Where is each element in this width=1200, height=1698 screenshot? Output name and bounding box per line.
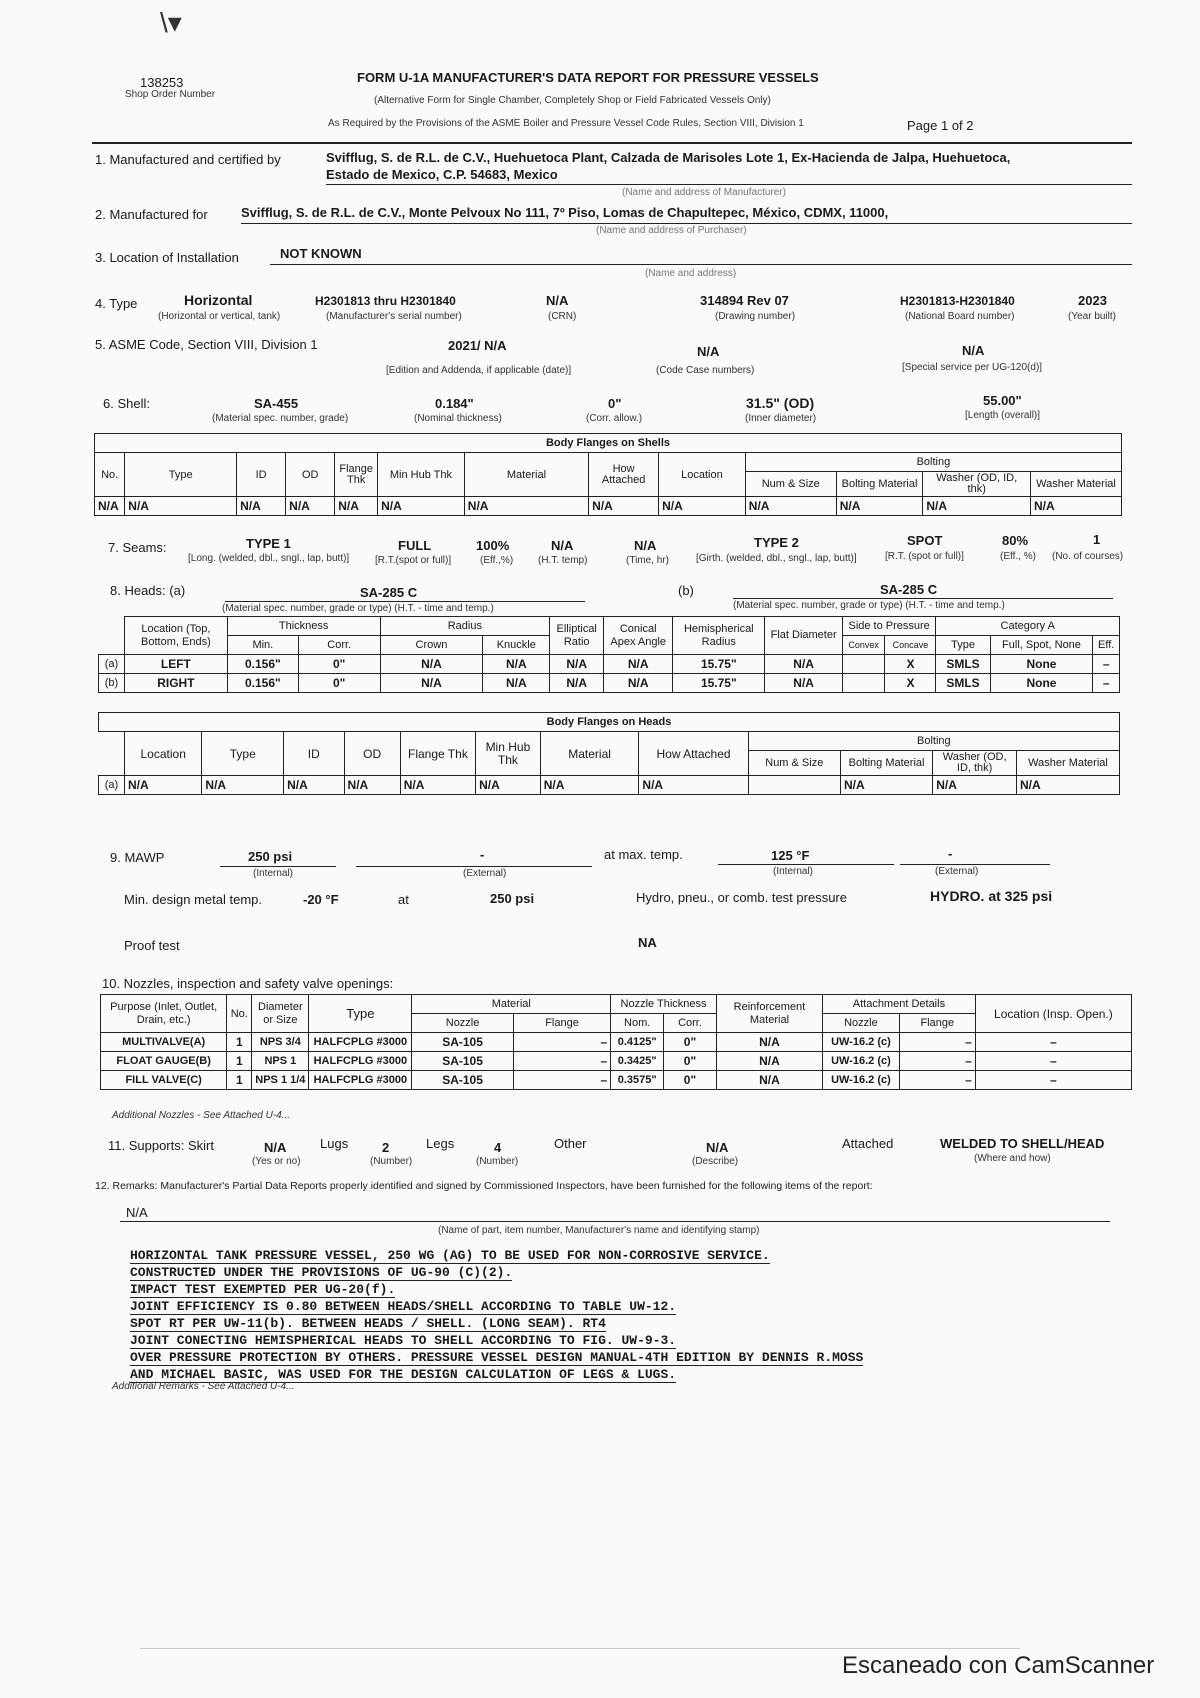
shell-flanges-table: Body Flanges on Shells No. Type ID OD Flange Thk Min Hub Thk Material How Attached Location Bolting Num & Size Bolting Material Washer (OD, ID, thk) Washer Material N/A N/A N/A N/A N/A N/A N/A N/A N/A N/A N/A N/A N/A [94,433,1122,516]
table-row: MULTIVALVE(A) 1 NPS 3/4 HALFCPLG #3000 SA-105 – 0.4125" 0" N/A UW-16.2 (c) – – [101,1033,1132,1052]
s4-nb: H2301813-H2301840 [900,294,1015,308]
remark-line: SPOT RT PER UW-11(b). BETWEEN HEADS / SHELL. (LONG SEAM). RT4 [130,1316,606,1331]
scan-mark: \▾ [160,7,182,38]
proof-test-value: NA [638,935,657,950]
s6-thickness: 0.184" [435,396,474,411]
nozzles-table: Purpose (Inlet, Outlet, Drain, etc.) No. Diameter or Size Type Material Nozzle Thickness Reinforcement Material Attachment Details Location (Insp. Open.) Nozzle Flange Nom. Corr. Nozzle Flange MULTIVALVE(A) 1 NPS 3/4 HALFCPLG #3000 SA-105 – 0.4125" 0" N/A UW-16.2 (c) – – FLOAT GAUGE(B) 1 NPS 1 HALFCPLG #3000 SA-105 – 0.3425" 0" N/A UW-16.2 (c) – – FILL VALVE(C) 1 NPS 1 1/4 HALFCPLG #3000 SA-105 – 0.3575" 0" N/A UW-16.2 (c) – – [100,994,1132,1090]
s11-attached: WELDED TO SHELL/HEAD [940,1136,1105,1151]
head-flanges-table: Body Flanges on Heads Location Type ID OD Flange Thk Min Hub Thk Material How Attached Bolting Num & Size Bolting Material Washer (OD, ID, thk) Washer Material (a) N/A N/A N/A N/A N/A N/A N/A N/A N/A N/A N/A [98,712,1120,795]
remark-line: IMPACT TEST EXEMPTED PER UG-20(f). [130,1282,396,1297]
s4-year: 2023 [1078,293,1107,308]
additional-nozzles-note: Additional Nozzles - See Attached U-4... [112,1110,291,1121]
s2-purchaser: Svifflug, S. de R.L. de C.V., Monte Pelvoux No 111, 7º Piso, Lomas de Chapultepec, México, CDMX, 11000, [241,205,889,220]
s5-special: N/A [962,343,985,358]
s7-girth-rt: SPOT [907,533,943,548]
s9-temp-external: - [948,846,953,861]
s3-caption: (Name and address) [645,268,737,279]
s5-code-case: N/A [697,344,720,359]
s7-ht-temp: N/A [551,538,574,553]
s10-label: 10. Nozzles, inspection and safety valve openings: [102,976,394,991]
data-report-page: \▾ 138253 Shop Order Number FORM U-1A MANUFACTURER'S DATA REPORT FOR PRESSURE VESSELS (Alternative Form for Single Chamber, Completely Shop or Field Fabricated Vessels Only) As Required by the Provisions of the ASME Boiler and Pressure Vessel Code Rules, Section VIII, Division 1 Page 1 of 2 1. Manufactured and certified by Svifflug, S. de R.L. de C.V., Huehuetoca Plant, Calzada de Marisoles Lote 1, Ex-Hacienda de Jalpa, Huehuetoca, Estado de Mexico, C.P. 54683, Mexico (Name and address of Manufacturer) 2. Manufactured for Svifflug, S. de R.L. de C.V., Monte Pelvoux No 111, 7º Piso, Lomas de Chapultepec, México, CDMX, 11000, (Name and address of Purchaser) 3. Location of Installation NOT KNOWN (Name and address) 4. Type Horizontal (Horizontal or vertical, tank) H2301813 thru H2301840 (Manufacturer's serial number) N/A (CRN) 314894 Rev 07 (Drawing number) H2301813-H2301840 (National Board number) 2023 (Year built) 5. ASME Code, Section VIII, Division 1 2021/ N/A [Edition and Addenda, if applicable (date)] N/A (Code Case numbers) N/A [Special service per UG-120(d)] 6. Shell: SA-455 (Material spec. number, grade) 0.184" (Nominal thickness) 0" (Corr. allow.) 31.5" (OD) (Inner diameter) 55.00" [Length (overall)] Body Flanges on Shells No. Type ID OD Flange Thk Min Hub Thk Material How Attached Location Bolting Num & Size Bolting Material Washer (OD, ID, thk) Washer Material N/A N/A N/A N/A N/A N/A N/A N/A N/A N/A N/A N/A N/A 7. Seams: TYPE 1 [Long. (welded, dbl., sngl., lap, butt)] FULL [R.T.(spot or full)] 100% (Eff.,%) N/A (H.T. temp) N/A (Time, hr) TYPE 2 [Girth. (welded, dbl., sngl., lap, butt)] SPOT [R.T. (spot or full)] 80% (Eff., %) 1 (No. of courses) 8. Heads: (a) SA-285 C (Material spec. number, grade or type) (H.T. - time and temp.) (b) SA-285 C (Material spec. number, grade or type) (H.T. - time and temp.) Location (Top, Bottom, Ends) Thickness Radius Elliptical Ratio Conical Apex Angle Hemispherical Radius Flat Diameter Side to Pressure Category A Min. Corr. Crown Knuckle Convex Concave Type Full, Spot, None Eff. (a) LEFT 0.156" 0" N/A N/A N/A N/A 15.75" N/A X SMLS None – (b) RIGHT 0.156" 0" N/A N/A N/A N/A 15.75" N/A X SMLS None – Body Flanges on Heads Location Type ID OD Flange Thk Min Hub Thk Material How Attached Bolting Num & Size Bolting Material Washer (OD, ID, thk) Washer Material (a) N/A N/A N/A N/A N/A N/A N/A N/A N/A N/A N/A 9. MAWP 250 psi (Internal) - (External) at max. temp. 125 °F (Internal) - (External) Min. design metal temp. -20 °F at 250 psi Hydro, pneu., or comb. test pressure HYDRO. at 325 psi Proof test NA 10. Nozzles, inspection and safety valve openings: Purpose (Inlet, Outlet, Drain, etc.) No. Diameter or Size Type Material Nozzle Thickness Reinforcement Material Attachment Details Location (Insp. Open.) Nozzle Flange Nom. Corr. Nozzle Flange MULTIVALVE(A) 1 NPS 3/4 HALFCPLG #3000 SA-105 – 0.4125" 0" N/A UW-16.2 (c) – – FLOAT GAUGE(B) 1 NPS 1 HALFCPLG #3000 SA-105 – 0.3425" 0" N/A UW-16.2 (c) – – FILL VALVE(C) 1 NPS 1 1/4 HALFCPLG #3000 SA-105 – 0.3575" 0" N/A UW-16.2 (c) – – Additional Nozzles - See Attached U-4... 11. Supports: Skirt N/A (Yes or no) Lugs 2 (Number) Legs 4 (Number) Other N/A (Describe) Attached WELDED TO SHELL/HEAD (Where and how) 12. Remarks: Manufacturer's Partial Data Reports properly identified and signed by Commissioned Inspectors, have been furnished for the following items of the report: N/A (Name of part, item number, Manufacturer's name and identifying stamp) HORIZONTAL TANK PRESSURE VESSEL, 250 WG (AG) TO BE USED FOR NON-CORROSIVE SERVICE. CONSTRUCTED UNDER THE PROVISIONS OF UG-90 (C)(2). IMPACT TEST EXEMPTED PER UG-20(f). JOINT EFFICIENCY IS 0.80 BETWEEN HEADS/SHELL ACCORDING TO TABLE UW-12. SPOT RT PER UW-11(b). BETWEEN HEADS / SHELL. (LONG SEAM). RT4 JOINT CONECTING HEMISPHERICAL HEADS TO SHELL ACCORDING TO FIG. UW-9-3. OVER PRESSURE PROTECTION BY OTHERS. PRESSURE VESSEL DESIGN MANUAL-4TH EDITION BY DENNIS R.MOSS AND MICHAEL BASIC, WAS USED FOR THE DESIGN CALCULATION OF LEGS & LUGS. Additional Remarks - See Attached U-4... Escaneado con CamScanner [0,0,1200,1698]
s4-type: Horizontal [184,292,253,308]
s7-eff: 100% [476,538,510,553]
s1-label: 1. Manufactured and certified by [95,152,281,167]
s1-manufacturer-line1: Svifflug, S. de R.L. de C.V., Huehuetoca Plant, Calzada de Marisoles Lote 1, Ex-Hacienda de Jalpa, Huehuetoca, [326,150,1011,165]
order-number: 138253 [140,75,184,90]
scanner-watermark: Escaneado con CamScanner [842,1652,1155,1679]
s11-lugs: 2 [382,1140,390,1155]
table-row: (b) RIGHT 0.156" 0" N/A N/A N/A N/A 15.75" N/A X SMLS None – [99,674,1120,693]
form-title: FORM U-1A MANUFACTURER'S DATA REPORT FOR PRESSURE VESSELS [357,70,819,85]
header-rule [92,142,1132,144]
mdmt-pressure: 250 psi [490,891,535,906]
s6-material: SA-455 [254,396,299,411]
remark-line: JOINT CONECTING HEMISPHERICAL HEADS TO SHELL ACCORDING TO FIG. UW-9-3. [130,1333,677,1348]
table-row: FLOAT GAUGE(B) 1 NPS 1 HALFCPLG #3000 SA-105 – 0.3425" 0" N/A UW-16.2 (c) – – [101,1052,1132,1071]
test-pressure-value: HYDRO. at 325 psi [930,888,1053,904]
s8-label: 8. Heads: (a) [110,583,186,598]
mdmt-label: Min. design metal temp. [124,892,263,907]
page-number: Page 1 of 2 [907,118,974,133]
test-pressure-label: Hydro, pneu., or comb. test pressure [636,890,847,905]
s1-manufacturer-line2: Estado de Mexico, C.P. 54683, Mexico [326,167,558,182]
s7-long-type: TYPE 1 [246,536,291,551]
s12-label: 12. Remarks: Manufacturer's Partial Data Reports properly identified and signed by Commissioned Inspectors, have been furnished for the following items of the report: [95,1180,873,1192]
s9-at-max-temp: at max. temp. [604,847,683,862]
remark-line: AND MICHAEL BASIC, WAS USED FOR THE DESIGN CALCULATION OF LEGS & LUGS. [130,1367,677,1382]
s7-time: N/A [634,538,657,553]
s11-legs: 4 [494,1140,502,1155]
s5-label: 5. ASME Code, Section VIII, Division 1 [95,337,318,352]
heads-table: Location (Top, Bottom, Ends) Thickness Radius Elliptical Ratio Conical Apex Angle Hemispherical Radius Flat Diameter Side to Pressure Category A Min. Corr. Crown Knuckle Convex Concave Type Full, Spot, None Eff. (a) LEFT 0.156" 0" N/A N/A N/A N/A 15.75" N/A X SMLS None – (b) RIGHT 0.156" 0" N/A N/A N/A N/A 15.75" N/A X SMLS None – [98,616,1120,693]
form-subtitle: (Alternative Form for Single Chamber, Completely Shop or Field Fabricated Vessels Only) [374,95,771,106]
table-row: (a) LEFT 0.156" 0" N/A N/A N/A N/A 15.75" N/A X SMLS None – [99,655,1120,674]
s9-external: - [480,847,485,862]
s1-caption: (Name and address of Manufacturer) [622,187,786,198]
table-row: N/A N/A N/A N/A N/A N/A N/A N/A N/A N/A N/A N/A N/A [95,497,1122,516]
s6-length: 55.00" [983,393,1022,408]
s7-girth-eff: 80% [1002,533,1029,548]
s9-temp-internal: 125 °F [771,848,810,863]
s9-internal: 250 psi [248,849,293,864]
order-number-label: Shop Order Number [125,89,216,100]
s6-diameter: 31.5" (OD) [746,395,815,411]
s8-head-a: SA-285 C [360,585,418,600]
s9-label: 9. MAWP [110,850,165,865]
remark-line: JOINT EFFICIENCY IS 0.80 BETWEEN HEADS/SHELL ACCORDING TO TABLE UW-12. [130,1299,677,1314]
s3-label: 3. Location of Installation [95,250,239,265]
s4-drawing: 314894 Rev 07 [700,293,789,308]
s4-crn: N/A [546,293,569,308]
form-provisions: As Required by the Provisions of the ASME Boiler and Pressure Vessel Code Rules, Section VIII, Division 1 [328,118,804,129]
s2-caption: (Name and address of Purchaser) [596,225,747,236]
head-flanges-title: Body Flanges on Heads [99,713,1120,732]
additional-remarks-note: Additional Remarks - See Attached U-4... [112,1381,295,1392]
table-row: FILL VALVE(C) 1 NPS 1 1/4 HALFCPLG #3000 SA-105 – 0.3575" 0" N/A UW-16.2 (c) – – [101,1071,1132,1090]
s11-skirt: N/A [264,1140,287,1155]
proof-test-label: Proof test [124,938,180,953]
s7-label: 7. Seams: [108,540,167,555]
s2-label: 2. Manufactured for [95,207,208,222]
s11-label: 11. Supports: Skirt [108,1138,214,1153]
s5-edition: 2021/ N/A [448,338,507,353]
s7-girth-type: TYPE 2 [754,535,799,550]
s4-label: 4. Type [95,296,138,311]
mdmt-value: -20 °F [303,892,339,907]
s4-serial: H2301813 thru H2301840 [315,294,456,308]
remark-line: CONSTRUCTED UNDER THE PROVISIONS OF UG-90 (C)(2). [130,1265,513,1280]
shell-flanges-title: Body Flanges on Shells [95,434,1122,453]
s7-rt: FULL [398,538,432,553]
remark-line: HORIZONTAL TANK PRESSURE VESSEL, 250 WG (AG) TO BE USED FOR NON-CORROSIVE SERVICE. [130,1248,770,1263]
s11-other: N/A [706,1140,729,1155]
s7-courses: 1 [1093,532,1101,547]
s8-head-b: SA-285 C [880,582,938,597]
s6-label: 6. Shell: [103,396,150,411]
remark-line: OVER PRESSURE PROTECTION BY OTHERS. PRESSURE VESSEL DESIGN MANUAL-4TH EDITION BY DENNIS R.MOSS [130,1350,864,1365]
s6-corr: 0" [608,396,622,411]
s12-value: N/A [126,1205,148,1220]
s3-location: NOT KNOWN [280,246,362,261]
table-row: (a) N/A N/A N/A N/A N/A N/A N/A N/A N/A N/A N/A [99,776,1120,795]
